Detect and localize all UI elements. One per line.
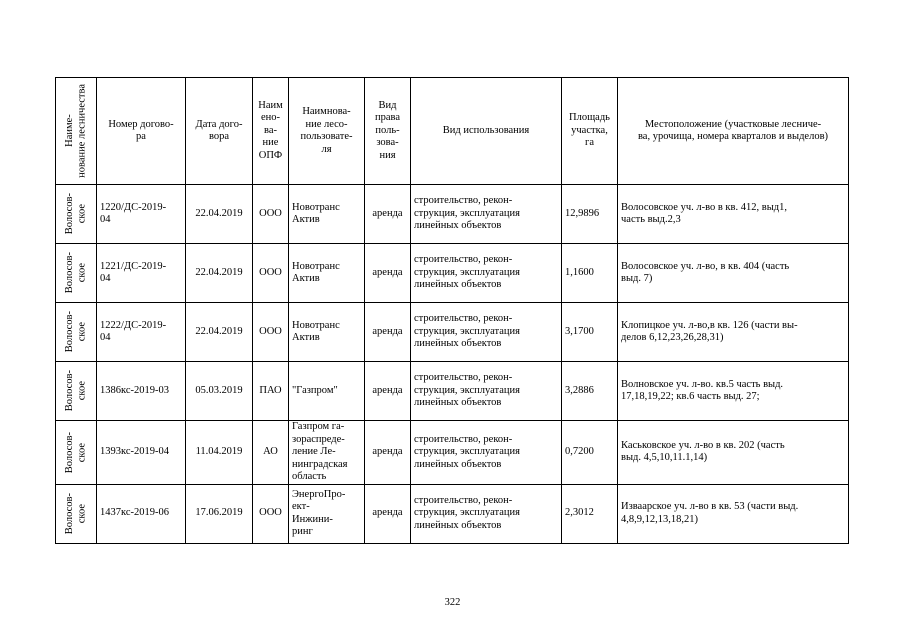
cell-opf: ООО bbox=[253, 484, 289, 543]
cell-opf: ПАО bbox=[253, 362, 289, 421]
lease-contracts-table bbox=[55, 77, 849, 544]
table-row bbox=[56, 244, 849, 303]
cell-contract-number: 1220/ДС-2019- 04 bbox=[97, 185, 186, 244]
cell-location: Волосовское уч. л-во в кв. 412, выд1, часть выд.2,3 bbox=[618, 185, 849, 244]
cell-forestry bbox=[56, 303, 97, 362]
cell-forestry bbox=[56, 421, 97, 485]
cell-use-type: строительство, рекон- струкция, эксплуатация линейных объектов bbox=[411, 484, 562, 543]
header-forestry bbox=[56, 78, 97, 185]
cell-user: Новотранс Актив bbox=[289, 244, 365, 303]
header-location: Местоположение (участковые лесниче- ва, урочища, номера кварталов и выделов) bbox=[618, 78, 849, 185]
cell-right-type: аренда bbox=[365, 362, 411, 421]
cell-right-type: аренда bbox=[365, 303, 411, 362]
cell-area: 0,7200 bbox=[562, 421, 618, 485]
cell-forestry-label: Волосов- ское bbox=[63, 311, 87, 353]
cell-user: ЭнергоПро- ект- Инжини- ринг bbox=[289, 484, 365, 543]
cell-contract-date: 11.04.2019 bbox=[186, 421, 253, 485]
cell-area: 3,2886 bbox=[562, 362, 618, 421]
cell-use-type: строительство, рекон- струкция, эксплуатация линейных объектов bbox=[411, 421, 562, 485]
cell-use-type: строительство, рекон- струкция, эксплуатация линейных объектов bbox=[411, 303, 562, 362]
cell-forestry bbox=[56, 244, 97, 303]
header-use-type: Вид использования bbox=[411, 78, 562, 185]
cell-forestry bbox=[56, 362, 97, 421]
table-row bbox=[56, 362, 849, 421]
cell-opf: АО bbox=[253, 421, 289, 485]
cell-use-type: строительство, рекон- струкция, эксплуатация линейных объектов bbox=[411, 362, 562, 421]
cell-opf: ООО bbox=[253, 244, 289, 303]
cell-contract-date: 17.06.2019 bbox=[186, 484, 253, 543]
cell-user: "Газпром" bbox=[289, 362, 365, 421]
cell-location: Изваарское уч. л-во в кв. 53 (части выд. 4,8,9,12,13,18,21) bbox=[618, 484, 849, 543]
cell-forestry-label: Волосов- ское bbox=[63, 193, 87, 235]
header-right-type: Вид права поль- зова- ния bbox=[365, 78, 411, 185]
cell-contract-date: 22.04.2019 bbox=[186, 303, 253, 362]
cell-location: Волосовское уч. л-во, в кв. 404 (часть выд. 7) bbox=[618, 244, 849, 303]
cell-contract-number: 1222/ДС-2019- 04 bbox=[97, 303, 186, 362]
cell-forestry bbox=[56, 185, 97, 244]
cell-contract-number: 1386кс-2019-03 bbox=[97, 362, 186, 421]
cell-area: 3,1700 bbox=[562, 303, 618, 362]
table-row bbox=[56, 484, 849, 543]
cell-area: 1,1600 bbox=[562, 244, 618, 303]
cell-contract-number: 1393кс-2019-04 bbox=[97, 421, 186, 485]
cell-right-type: аренда bbox=[365, 185, 411, 244]
cell-forestry-label: Волосов- ское bbox=[63, 492, 87, 535]
cell-right-type: аренда bbox=[365, 421, 411, 485]
cell-user: Газпром га- зораспреде- ление Ле- нинградская область bbox=[289, 421, 365, 485]
cell-opf: ООО bbox=[253, 303, 289, 362]
cell-user: Новотранс Актив bbox=[289, 185, 365, 244]
table-row bbox=[56, 185, 849, 244]
cell-opf: ООО bbox=[253, 185, 289, 244]
cell-use-type: строительство, рекон- струкция, эксплуатация линейных объектов bbox=[411, 244, 562, 303]
cell-forestry-label: Волосов- ское bbox=[63, 370, 87, 412]
table-row bbox=[56, 303, 849, 362]
cell-contract-date: 05.03.2019 bbox=[186, 362, 253, 421]
header-contract-date: Дата дого- вора bbox=[186, 78, 253, 185]
cell-forestry-label: Волосов- ское bbox=[63, 431, 87, 473]
header-opf: Наим ено- ва- ние ОПФ bbox=[253, 78, 289, 185]
cell-contract-number: 1221/ДС-2019- 04 bbox=[97, 244, 186, 303]
cell-user: Новотранс Актив bbox=[289, 303, 365, 362]
cell-right-type: аренда bbox=[365, 484, 411, 543]
header-area: Площадь участка, га bbox=[562, 78, 618, 185]
table-row bbox=[56, 421, 849, 485]
cell-forestry bbox=[56, 484, 97, 543]
header-contract-number: Номер догово- ра bbox=[97, 78, 186, 185]
header-forestry-label: Наиме- нование лесничества bbox=[63, 84, 87, 178]
cell-location: Волновское уч. л-во. кв.5 часть выд. 17,18,19,22; кв.6 часть выд. 27; bbox=[618, 362, 849, 421]
cell-location: Клопицкое уч. л-во,в кв. 126 (части вы- делов 6,12,23,26,28,31) bbox=[618, 303, 849, 362]
cell-contract-number: 1437кс-2019-06 bbox=[97, 484, 186, 543]
cell-location: Каськовское уч. л-во в кв. 202 (часть выд. 4,5,10,11.1,14) bbox=[618, 421, 849, 485]
page-number: 322 bbox=[444, 597, 461, 608]
cell-contract-date: 22.04.2019 bbox=[186, 244, 253, 303]
cell-contract-date: 22.04.2019 bbox=[186, 185, 253, 244]
cell-area: 2,3012 bbox=[562, 484, 618, 543]
table-header-row bbox=[56, 78, 849, 185]
header-user: Наимнова- ние лесо- пользовате- ля bbox=[289, 78, 365, 185]
cell-area: 12,9896 bbox=[562, 185, 618, 244]
cell-right-type: аренда bbox=[365, 244, 411, 303]
cell-use-type: строительство, рекон- струкция, эксплуатация линейных объектов bbox=[411, 185, 562, 244]
cell-forestry-label: Волосов- ское bbox=[63, 252, 87, 294]
